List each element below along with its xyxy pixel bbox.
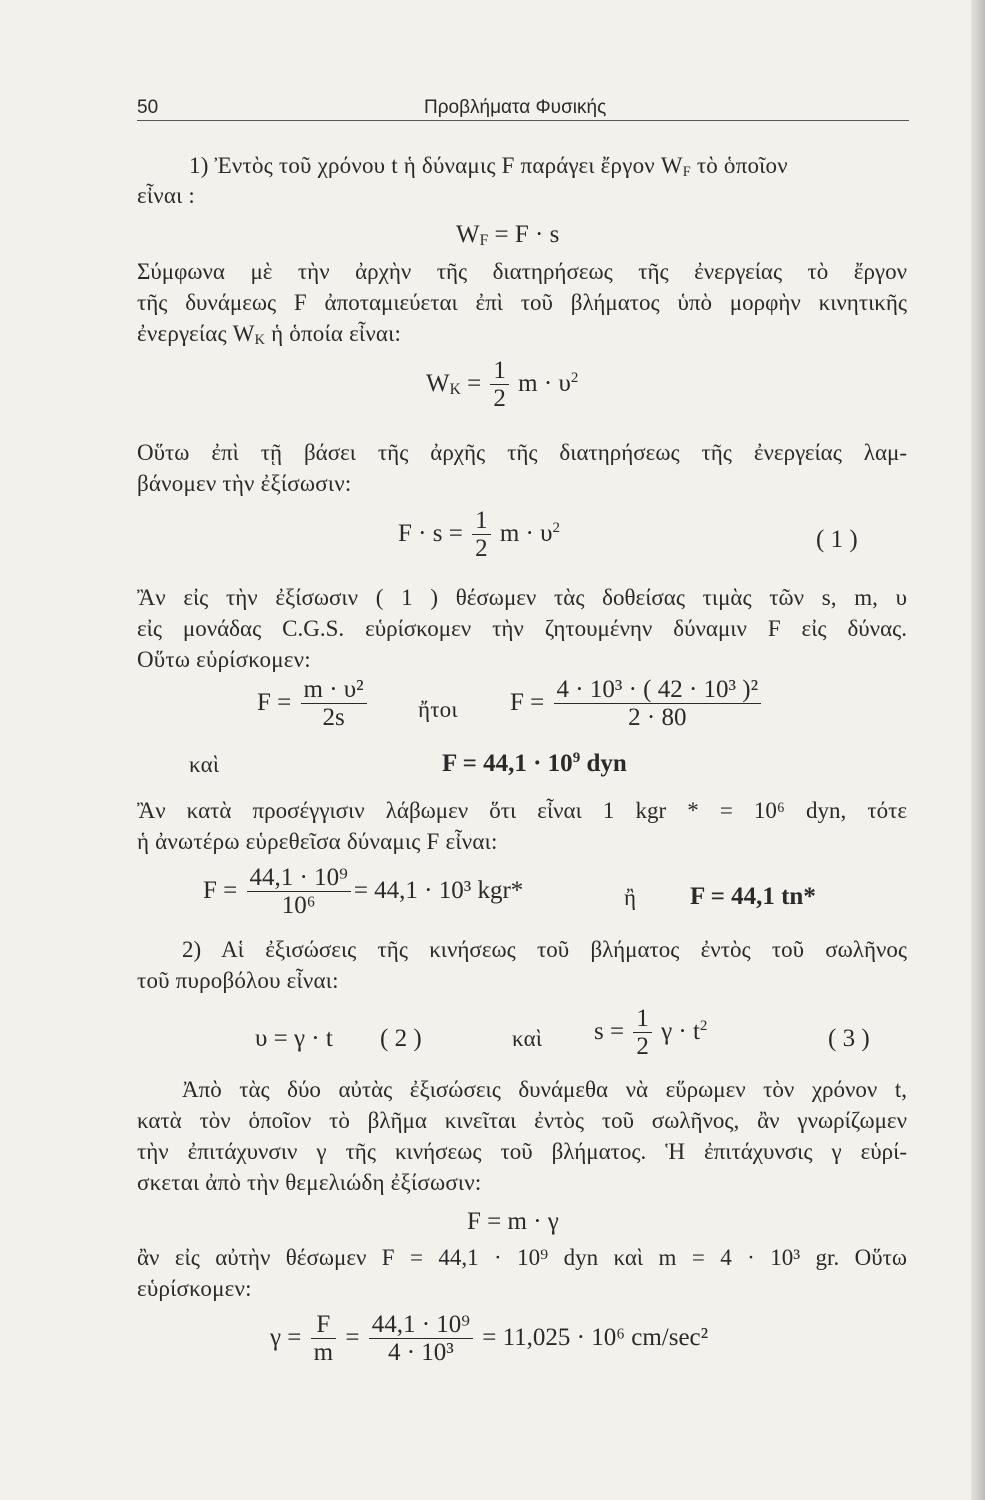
header-rule bbox=[137, 120, 909, 121]
para3-line1: Οὕτω ἐπὶ τῇ βάσει τῆς ἀρχῆς τῆς διατηρήσεως τῆς ἐνεργείας λαμ- bbox=[137, 440, 907, 465]
para4-line1: Ἂν εἰς τὴν ἐξίσωσιν ( 1 ) θέσωμεν τὰς δοθείσας τιμὰς τῶν s, m, υ bbox=[137, 585, 907, 610]
equation-force-tn: F = 44,1 tn* bbox=[690, 883, 816, 910]
section2-line2: τοῦ πυροβόλου εἶναι: bbox=[137, 968, 339, 993]
equation-newton: F = m · γ bbox=[467, 1208, 559, 1235]
page-edge-shadow bbox=[971, 0, 985, 1500]
para7-line1: ἂν εἰς αὐτὴν θέσωμεν F = 44,1 · 10⁹ dyn καὶ m = 4 · 10³ gr. Οὕτω bbox=[137, 1245, 907, 1270]
equation-force-formula: F = $\frac{\text{m · υ²}}{2s}$ bbox=[257, 677, 370, 732]
para6-line3: τὴν ἐπιτάχυνσιν γ τῆς κινήσεως τοῦ βλήματος. Ἡ ἐπιτάχυνσις γ εὑρί- bbox=[137, 1139, 907, 1164]
page-number: 50 bbox=[137, 97, 159, 118]
fraction-force-conversion: $\frac{\text{44,1 · 10⁹}}{\text{10⁶}}$ bbox=[247, 865, 351, 920]
para2-line3: ἐνεργείας $W_K$ ἡ ὁποία εἶναι: bbox=[137, 321, 402, 348]
para5-line1: Ἂν κατὰ προσέγγισιν λάβωμεν ὅτι εἶναι 1 kgr * = 10⁶ dyn, τότε bbox=[137, 798, 907, 823]
word-or: ἢ bbox=[624, 885, 637, 910]
para2-line1: Σύμφωνα μὲ τὴν ἀρχὴν τῆς διατηρήσεως τῆς ἐνεργείας τὸ ἔργον bbox=[137, 259, 907, 284]
fraction-mv2-2s: $\frac{\text{m · υ²}}{2s}$ bbox=[301, 677, 367, 732]
equation-kinetic-energy: $W_K$ = $\frac{1}{2}$ $m \cdot \upsilon^2$ bbox=[426, 357, 579, 413]
section1-line2: εἶναι : bbox=[137, 183, 196, 208]
para6-line4: σκεται ἀπὸ τὴν θεμελιώδη ἐξίσωσιν: bbox=[137, 1170, 482, 1195]
word-kai: καὶ bbox=[189, 752, 220, 777]
fraction-force-values: $\frac{\text{4 · 10³ · ( 42 · 10³ )²}}{2 \cdot 80}$ bbox=[554, 677, 762, 732]
equation-2: υ = γ · t bbox=[255, 1025, 333, 1052]
fraction-f-over-m: $\frac{F}{m}$ bbox=[311, 1312, 336, 1367]
equation-force-values: F = $\frac{\text{4 · 10³ · ( 42 · 10³ )²}}{2 \cdot 80}$ bbox=[510, 677, 764, 732]
fraction-acceleration-values: $\frac{\text{44,1 · 10⁹}}{\text{4 · 10³}}$ bbox=[369, 1312, 473, 1367]
section2-line1: 2) Αἱ ἐξισώσεις τῆς κινήσεως τοῦ βλήματος ἐντὸς τοῦ σωλῆνος bbox=[182, 937, 907, 962]
fraction-one-half: $\frac{1}{2}$ bbox=[490, 358, 509, 413]
equation-1: F · s = $\frac{1}{2}$ $m \cdot \upsilon^2$ bbox=[398, 507, 560, 563]
para7-line2: εὑρίσκομεν: bbox=[137, 1276, 252, 1301]
equation-force-result: $F = 44,1 \cdot 10^9$ dyn bbox=[442, 750, 627, 777]
para4-line3: Οὕτω εὑρίσκομεν: bbox=[137, 647, 311, 672]
para6-line1: Ἀπὸ τὰς δύο αὐτὰς ἐξισώσεις δυνάμεθα νὰ εὕρωμεν τὸν χρόνον t, bbox=[182, 1077, 907, 1102]
equation-work-force: $W_F = F \cdot s$ bbox=[456, 221, 560, 250]
equation-acceleration: γ = $\frac{F}{m}$ = $\frac{\text{44,1 · 10⁹}}{\text{4 · 10³}}$ = 11,025 · 10⁶ cm/sec² bbox=[270, 1311, 709, 1367]
para5-line2: ἡ ἀνωτέρω εὑρεθεῖσα δύναμις F εἶναι: bbox=[137, 829, 498, 854]
word-kai-2: καὶ bbox=[512, 1026, 543, 1051]
para2-line2: τῆς δυνάμεως F ἀποταμιεύεται ἐπὶ τοῦ βλήματος ὑπὸ μορφὴν κινητικῆς bbox=[137, 290, 907, 315]
equation-3: s = $\frac{1}{2}$ $\gamma \cdot t^2$ bbox=[594, 1005, 708, 1061]
running-title: Προβλήματα Φυσικής bbox=[424, 97, 607, 118]
equation-1-label: ( 1 ) bbox=[816, 526, 858, 553]
equation-2-label: ( 2 ) bbox=[380, 1025, 422, 1052]
equation-force-kgr: F = $\frac{\text{44,1 · 10⁹}}{\text{10⁶}}$ = 44,1 · 10³ kgr* bbox=[203, 864, 524, 920]
word-itoi: ἤτοι bbox=[418, 697, 458, 722]
section1-line1: 1) Ἐντὸς τοῦ χρόνου t ἡ δύναμις F παράγει ἔργον $W_F$ τὸ ὁποῖον bbox=[189, 153, 788, 180]
equation-3-label: ( 3 ) bbox=[828, 1025, 870, 1052]
fraction-one-half: $\frac{1}{2}$ bbox=[472, 508, 491, 563]
fraction-one-half: $\frac{1}{2}$ bbox=[633, 1006, 652, 1061]
para6-line2: κατὰ τὸν ὁποῖον τὸ βλῆμα κινεῖται ἐντὸς τοῦ σωλῆνος, ἂν γνωρίζωμεν bbox=[137, 1108, 907, 1133]
para3-line2: βάνομεν τὴν ἐξίσωσιν: bbox=[137, 471, 352, 496]
para4-line2: εἰς μονάδας C.G.S. εὑρίσκομεν τὴν ζητουμένην δύναμιν F εἰς δύνας. bbox=[137, 616, 907, 641]
